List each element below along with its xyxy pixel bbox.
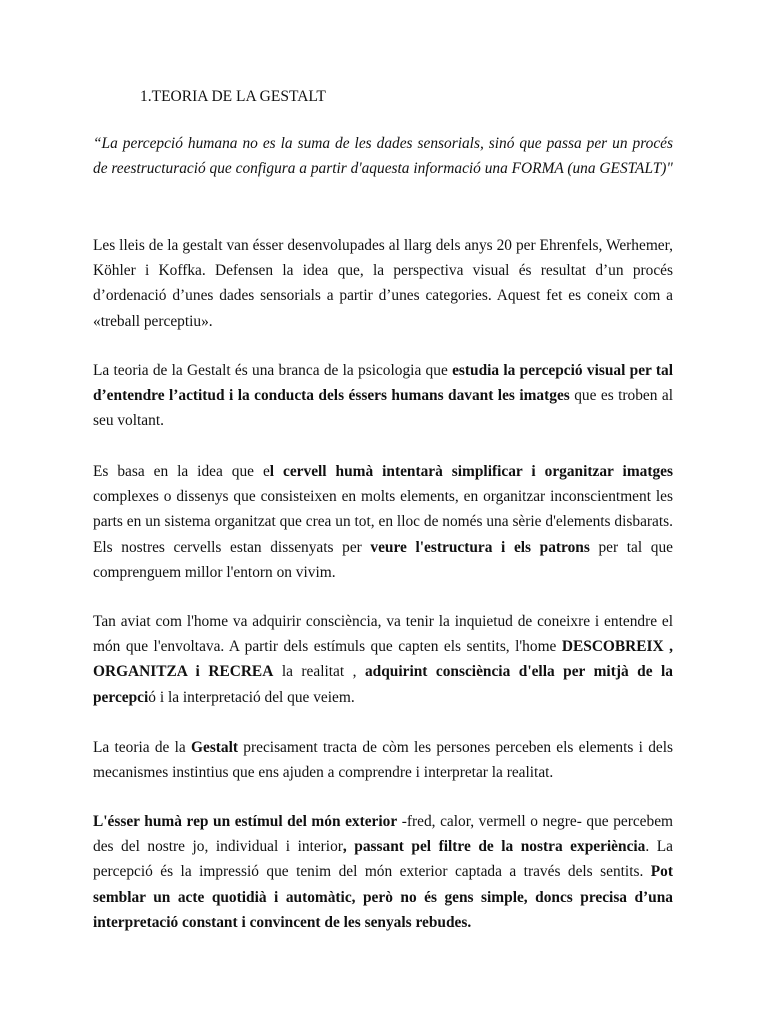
text-run: La teoria de la (93, 739, 192, 756)
paragraph-perception (93, 809, 673, 935)
bold-run: estudia la percepció visual per tal d’entendre l’actitud i la conducta dels éssers humans davant les imatges (93, 362, 673, 405)
text-run: per tal que comprenguem millor l'entorn on vivim. (93, 538, 673, 581)
bold-run: L'ésser humà rep un estímul del món exterior (93, 813, 398, 830)
text-run: . La percepció és la impressió que tenim del món exterior captada a través dels sentits. (93, 838, 673, 881)
bold-run: l cervell humà intentarà simplificar i organitzar imatges (269, 463, 673, 480)
text-run: precisament tracta de còm les persones perceben els elements i dels mecanismes instintius que ens ajuden a comprendre i interpretar la realitat. (93, 739, 673, 782)
bold-run: Gestalt (191, 739, 239, 756)
bold-run: veure l'estructura i els patrons (370, 538, 590, 556)
text-run: Tan aviat com l'home va adquirir consciència, va tenir la inquietud de coneixre i entendre el món que l'envoltava. A partir dels estímuls que capten els sentits, l'home (93, 613, 673, 656)
text-run: que es troben al seu voltant. (93, 387, 673, 430)
page-title: 1.TEORIA DE LA GESTALT (140, 88, 326, 105)
paragraph-consciousness (93, 609, 673, 710)
text-run: la realitat , (273, 663, 365, 681)
bold-run: Pot semblar un acte quotidià i automàtic, però no és gens simple, doncs precisa d’una interpretació constant i convincent de les senyals rebudes. (93, 863, 673, 931)
text-run: La teoria de la Gestalt és una branca de la psicologia que (93, 362, 453, 379)
paragraph-definition (93, 358, 673, 434)
gestalt-quote: “La percepció humana no es la suma de les dades sensorials, sinó que passa per un procés de reestructuració que configura a partir d'aquesta informació una FORMA (una GESTALT)" (93, 135, 673, 178)
bold-run: , passant pel filtre de la nostra experiència (342, 838, 646, 856)
paragraph-brain (93, 459, 673, 585)
paragraph-gestalt-theory (93, 735, 673, 785)
bold-run: DESCOBREIX , ORGANITZA i RECREA (93, 638, 673, 681)
text-run: complexes o dissenys que consisteixen en molts elements, en organitzar inconscientment les parts en un sistema organitzat que crea un tot, en lloc de només una sèrie d'elements disbarats. Els nostres cervells estan dissenyats per (93, 488, 673, 556)
text-run: -fred, calor, vermell o negre- que percebem des del nostre jo, individual i interior (93, 813, 673, 856)
text-run: Es basa en la idea que e (93, 463, 270, 480)
paragraph-history: Les lleis de la gestalt van ésser desenvolupades al llarg dels anys 20 per Ehrenfels, Werhemer, Köhler i Koffka. Defensen la idea que, la perspectiva visual és resultat d’un procés d’ordenació d’unes dades sensorials a partir d’unes categories. Aquest fet es coneix com a «treball perceptiu». (93, 237, 673, 330)
bold-run: adquirint consciència d'ella per mitjà de la percepci (93, 663, 673, 706)
text-run: ó i la interpretació del que veiem. (148, 688, 355, 706)
